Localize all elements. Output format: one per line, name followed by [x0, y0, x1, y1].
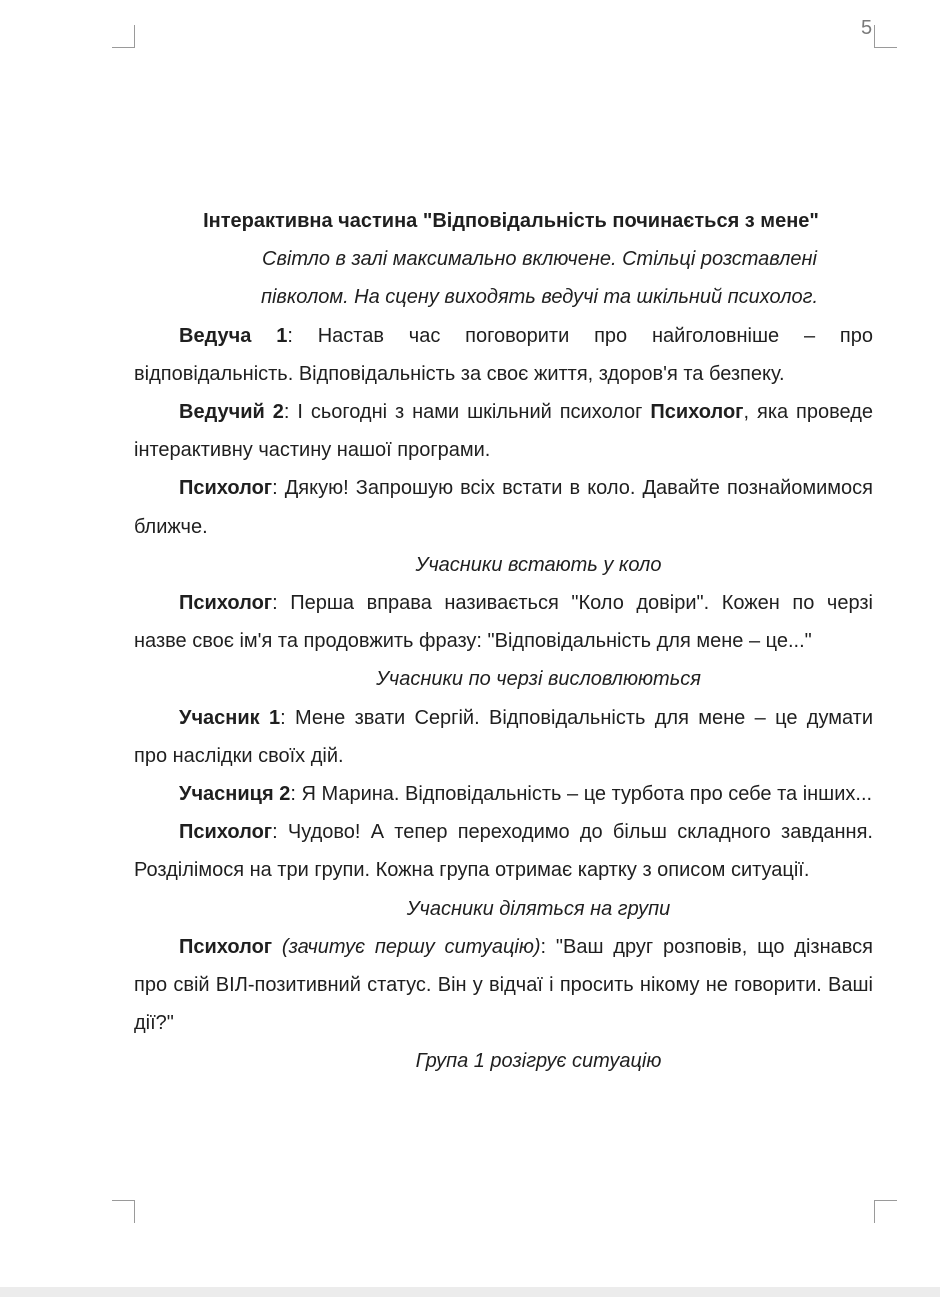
- page-number: 5: [861, 17, 873, 39]
- dialogue-text: : "Ваш друг розповів, що дізнався про свій ВІЛ-позитивний статус. Він у відчаї і просить нікому не говорити. Ваші дії?": [134, 935, 873, 1035]
- crop-mark-top-left: [112, 25, 135, 48]
- stage-direction: Група 1 розігрує ситуацію: [415, 1050, 662, 1073]
- dialogue-text: : Мене звати Сергій. Відповідальність для мене – це думати про наслідки своїх дій.: [134, 706, 873, 767]
- crop-mark-bottom-right: [874, 1200, 897, 1223]
- speaker-name: Учасник 1: [179, 706, 281, 729]
- dialogue-line: [134, 393, 873, 469]
- stage-direction: Учасники по черзі висловлюються: [376, 668, 701, 691]
- dialogue-text: : Дякую! Запрошую всіх встати в коло. Давайте познайомимося ближче.: [134, 477, 873, 538]
- speaker-name: Психолог: [179, 821, 273, 844]
- dialogue-line: [134, 699, 873, 775]
- speaker-name: Ведуча 1: [179, 324, 288, 347]
- dialogue-text: : Настав час поговорити про найголовніше – про відповідальність. Відповідальність за своє життя, здоров'я та безпеку.: [134, 324, 874, 385]
- dialogue-line: [134, 775, 873, 813]
- dialogue-text: : Я Марина. Відповідальність – це турбота про себе та інших...: [290, 783, 873, 806]
- dialogue-line: [134, 317, 873, 393]
- dialogue-text: : Перша вправа називається "Коло довіри". Кожен по черзі назве своє ім'я та продовжить фразу: "Відповідальність для мене – це...": [134, 592, 873, 653]
- dialogue-text: : Чудово! А тепер переходимо до більш складного завдання. Розділімося на три групи. Кожна група отримає картку з описом ситуації.: [134, 821, 873, 882]
- speaker-name: Ведучий 2: [179, 401, 284, 424]
- stage-direction: Учасники встають у коло: [415, 553, 662, 576]
- section-title: Інтерактивна частина "Відповідальність починається з мене": [203, 210, 819, 232]
- dialogue-text: : І сьогодні з нами шкільний психолог: [283, 401, 651, 424]
- dialogue-line: [134, 813, 873, 889]
- speaker-name: Психолог: [179, 592, 273, 615]
- intro-stage-direction: [134, 240, 873, 316]
- dialogue-line: [134, 928, 873, 1043]
- speaker-name: Психолог: [179, 935, 273, 958]
- stage-direction: Учасники діляться на групи: [406, 897, 671, 920]
- speaker-name: Психолог: [179, 477, 273, 500]
- intro-direction-line-2: півколом. На сцену виходять ведучі та шкільний психолог.: [260, 286, 819, 309]
- inline-stage-direction: (зачитує першу ситуацію): [272, 935, 541, 958]
- crop-mark-bottom-left: [112, 1200, 135, 1223]
- psychologist-name-highlight: Психолог: [650, 401, 744, 424]
- document-body: [134, 202, 873, 1081]
- dialogue-text: , яка проведе інтерактивну частину нашої програми.: [134, 401, 873, 462]
- dialogue-line: [134, 469, 873, 545]
- intro-direction-line-1: Світло в залі максимально включене. Стільці розставлені: [262, 248, 817, 271]
- viewer-bottom-strip: [0, 1287, 940, 1297]
- crop-mark-top-right: [874, 25, 897, 48]
- dialogue-line: [134, 584, 873, 660]
- speaker-name: Учасниця 2: [179, 783, 291, 806]
